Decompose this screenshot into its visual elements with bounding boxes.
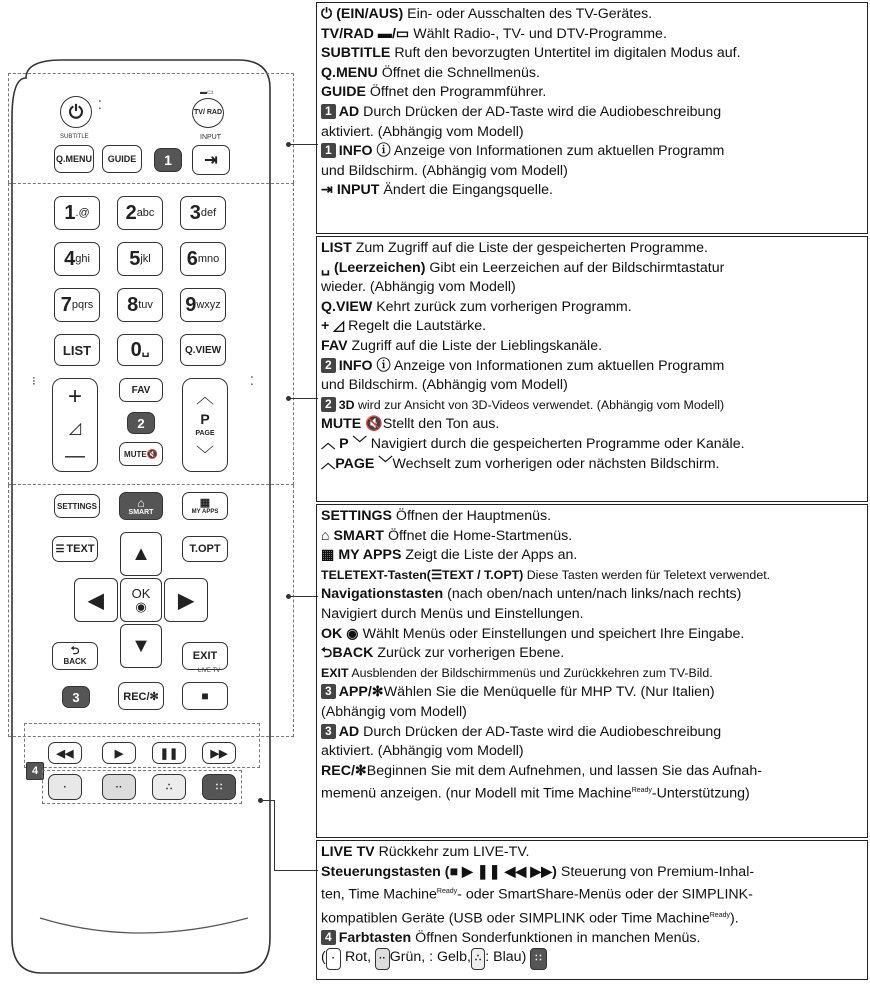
mute-icon: 🔇 xyxy=(365,416,383,433)
text-label: TEXT xyxy=(66,543,95,555)
connector-1 xyxy=(288,144,318,145)
fastforward-button[interactable] xyxy=(202,742,236,764)
apps-grid-icon: ▦ xyxy=(199,496,211,509)
section-1-box xyxy=(8,73,294,183)
yellow-key-icon: ∴ xyxy=(471,948,485,970)
program-rocker[interactable] xyxy=(182,378,228,472)
myapps-button[interactable] xyxy=(182,492,228,520)
ok-label: OK xyxy=(131,585,151,601)
qview-label: Q.VIEW xyxy=(184,344,222,356)
key-6[interactable] xyxy=(180,242,226,276)
panel1-line-9: und Bildschirm. (Abhängig vom Modell) xyxy=(321,162,568,179)
remote-control xyxy=(2,58,274,978)
apps-grid-icon: ▦ xyxy=(321,547,335,564)
chevron-up-icon: ︿ xyxy=(321,435,336,452)
panel1-line-8: 1 INFO ⓘ Anzeige von Informationen zum aktuellen Programm xyxy=(321,142,863,162)
livetv-button[interactable] xyxy=(182,682,228,710)
panel2-line-2: ␣ (Leerzeichen) Gibt ein Leerzeichen auf der Bildschirmtastatur xyxy=(321,259,863,279)
page-label: PAGE xyxy=(195,430,215,437)
arrow-left-icon: ◀ xyxy=(88,589,104,612)
blue-key-icon: ∷ xyxy=(530,948,546,970)
green-key-dot-icon: ·· xyxy=(115,781,123,793)
panel2-line-8: und Bildschirm. (Abhängig vom Modell) xyxy=(321,377,568,394)
key-7[interactable] xyxy=(54,288,100,322)
vol-dots: ⁝ xyxy=(32,374,36,388)
connector-4-horizontal xyxy=(274,870,318,871)
panel3-line-9: EXIT Ausblenden der Bildschirmmenüs und Zurückkehren zum TV-Bild. xyxy=(321,665,713,680)
key-3[interactable] xyxy=(180,196,226,230)
connector-dot-3 xyxy=(286,594,291,599)
exit-label: EXIT xyxy=(192,650,218,662)
panel4-line-3: ten, Time Machine$^{Ready}$- oder SmartShare-Menüs oder der SIMPLINK- xyxy=(321,886,753,903)
chevron-down-icon: ﹀ xyxy=(352,435,367,452)
topt-button[interactable] xyxy=(182,536,228,562)
play-icon: ▶ xyxy=(114,747,124,760)
tvrad-button[interactable] xyxy=(192,98,224,128)
arrow-up-icon: ▲ xyxy=(131,542,151,565)
teletext-icon: ☰ xyxy=(55,543,65,555)
panel2-line-12: ︿PAGE ﹀Wechselt zum vorherigen oder nächsten Bildschirm. xyxy=(321,455,863,475)
vol-down-label: — xyxy=(65,444,85,467)
connector-2 xyxy=(288,398,318,399)
chevron-down-icon: ﹀ xyxy=(196,445,214,465)
red-key-icon: · xyxy=(326,948,341,970)
pause-button[interactable] xyxy=(152,742,186,764)
panel3-line-14: REC/✻Beginnen Sie mit dem Aufnehmen, und lassen Sie das Aufnah- xyxy=(321,762,762,779)
red-key-dot-icon: · xyxy=(63,781,67,793)
smart-button[interactable] xyxy=(119,492,163,520)
key-4-num: 4 xyxy=(64,247,76,270)
back-arrow-icon: ⮌ xyxy=(70,645,80,657)
panel-section-4 xyxy=(316,840,868,980)
panel2-line-10: MUTE 🔇Stellt den Ton aus. xyxy=(321,415,863,435)
key-7-sub: pqrs xyxy=(71,299,94,311)
panel2-line-6: FAV Zugriff auf die Liste der Lieblingskanäle. xyxy=(321,337,603,354)
color-keys-box xyxy=(42,770,242,804)
panel2-line-7: 2 INFO ⓘ Anzeige von Informationen zum aktuellen Programm xyxy=(321,357,863,377)
text-button[interactable] xyxy=(52,536,98,562)
panel3-line-1: SETTINGS Öffnen der Hauptmenüs. xyxy=(321,508,552,524)
ok-button[interactable] xyxy=(120,578,162,622)
key-1-sub: .@ xyxy=(75,207,90,219)
settings-button[interactable] xyxy=(54,494,100,518)
num-1-button[interactable] xyxy=(154,148,182,172)
connector-dot-1 xyxy=(286,142,291,147)
panel3-line-4: TELETEXT-Tasten(☰TEXT / T.OPT) Diese Tasten werden für Teletext verwendet. xyxy=(321,566,863,586)
prog-dots: ⁚ xyxy=(250,374,254,388)
connector-dot-4 xyxy=(258,798,263,803)
input-icon: ⇥ xyxy=(321,182,333,199)
nav-down-button[interactable] xyxy=(120,624,162,668)
power-icon: ⏻ xyxy=(321,6,333,22)
rec-label: REC/✻ xyxy=(123,690,159,703)
list-label: LIST xyxy=(62,342,92,358)
topt-label: T.OPT xyxy=(189,543,221,555)
volume-rocker[interactable] xyxy=(52,378,98,472)
green-key-icon: ·· xyxy=(375,948,390,970)
key-6-sub: mno xyxy=(197,253,220,265)
key-4-sub: ghi xyxy=(75,253,90,265)
panel2-line-9: 2 3D wird zur Ansicht von 3D-Videos verwendet. (Abhängig vom Modell) xyxy=(321,396,863,416)
nav-right-button[interactable] xyxy=(164,578,208,622)
key-2-num: 2 xyxy=(125,201,137,224)
volume-plus-icon: + ◿ xyxy=(321,318,345,335)
smart-label: SMART xyxy=(128,508,154,516)
num-2-label: 2 xyxy=(137,415,145,431)
panel3-line-6: Navigiert durch Menüs und Einstellungen. xyxy=(321,605,584,622)
panel-section-1 xyxy=(316,2,868,234)
panel2-line-3: wieder. (Abhängig vom Modell) xyxy=(321,279,516,296)
panel3-line-15: memenü anzeigen. (nur Modell mit Time Machine$^{Ready}$-Unterstützung) xyxy=(321,786,750,803)
key-8[interactable] xyxy=(117,288,163,322)
key-0[interactable] xyxy=(117,334,163,366)
back-label: BACK xyxy=(63,657,87,666)
panel4-line-1: LIVE TV Rückkehr zum LIVE-TV. xyxy=(321,844,530,860)
fav-label: FAV xyxy=(131,384,151,396)
arrow-right-icon: ▶ xyxy=(178,589,194,612)
stop-icon: ■ xyxy=(201,689,209,703)
back-button[interactable] xyxy=(52,642,98,670)
panel3-line-13: aktiviert. (Abhängig vom Modell) xyxy=(321,743,524,760)
key-5[interactable] xyxy=(117,242,163,276)
p-label: P xyxy=(200,411,210,427)
key-1-num: 1 xyxy=(64,201,76,224)
nav-left-button[interactable] xyxy=(74,578,118,622)
panel2-line-4: Q.VIEW Kehrt zurück zum vorherigen Programm. xyxy=(321,298,632,315)
panel1-line-3: SUBTITLE Ruft den bevorzugten Untertitel im digitalen Modus auf. xyxy=(321,45,741,62)
guide-button[interactable] xyxy=(102,145,142,173)
key-5-num: 5 xyxy=(129,247,141,270)
input-button[interactable] xyxy=(192,145,230,175)
panel4-line-2: Steuerungstasten (■ ▶ ❚❚ ◀◀ ▶▶) Steuerung von Premium-Inhal- xyxy=(321,863,863,883)
panel1-line-1: ⏻ (EIN/AUS) Ein- oder Ausschalten des TV-Gerätes. xyxy=(321,5,863,25)
panel-section-2 xyxy=(316,236,868,502)
settings-label: SETTINGS xyxy=(56,501,97,511)
panel3-line-10: 3 APP/✻Wählen Sie die Menüquelle für MHP TV. (Nur Italien) xyxy=(321,683,863,703)
key-8-sub: tuv xyxy=(138,299,153,311)
playback-controls-icon: (■ ▶ ❚❚ ◀◀ ▶▶) xyxy=(444,863,557,880)
connector-3 xyxy=(288,596,318,597)
num-2-button[interactable] xyxy=(127,412,155,434)
panel1-line-10: ⇥ INPUT Ändert die Eingangsquelle. xyxy=(321,181,863,201)
subtitle-caption: SUBTITLE xyxy=(60,134,89,140)
mute-label: MUTE xyxy=(124,449,147,459)
pause-icon: ❚❚ xyxy=(159,747,179,760)
chevron-up-icon: ︿ xyxy=(196,387,214,407)
livetv-caption: LIVE TV xyxy=(198,668,221,674)
back-arrow-icon: ⮌ xyxy=(321,645,333,662)
space-icon: ␣ xyxy=(321,259,331,276)
guide-label: GUIDE xyxy=(107,154,137,164)
key-2[interactable] xyxy=(117,196,163,230)
arrow-down-icon: ▼ xyxy=(131,634,151,657)
key-4[interactable] xyxy=(54,242,100,276)
panel2-line-5: + ◿ Regelt die Lautstärke. xyxy=(321,317,863,337)
num-3-label: 3 xyxy=(72,689,80,705)
panel1-line-6: 1 AD Durch Drücken der AD-Taste wird die Audiobeschreibung xyxy=(321,103,863,123)
teletext-icon: ☰ xyxy=(430,567,443,582)
key-8-num: 8 xyxy=(127,293,139,316)
qmenu-label: Q.MENU xyxy=(56,154,92,164)
panel1-line-7: aktiviert. (Abhängig vom Modell) xyxy=(321,123,524,140)
tv-radio-icon: ▬/▭ xyxy=(377,25,410,42)
key-0-num: 0 xyxy=(130,338,142,361)
input-icon: ⇥ xyxy=(204,152,218,169)
info-icon: ⓘ xyxy=(376,143,391,160)
exit-button[interactable] xyxy=(182,642,228,670)
panel3-line-2: ⌂ SMART Öffnet die Home-Startmenüs. xyxy=(321,527,863,547)
chevron-up-icon: ︿ xyxy=(321,455,336,472)
home-icon: ⌂ xyxy=(137,495,145,510)
panel3-line-8: ⮌BACK Zurück zur vorherigen Ebene. xyxy=(321,644,863,664)
key-1[interactable] xyxy=(54,196,100,230)
tvrad-label: TV/ RAD xyxy=(194,109,222,116)
rewind-button[interactable] xyxy=(48,742,82,764)
mute-icon: 🔇 xyxy=(146,448,158,459)
panel-section-3 xyxy=(316,504,868,838)
connector-dot-2 xyxy=(286,396,291,401)
key-9[interactable] xyxy=(180,288,226,322)
key-5-sub: jkl xyxy=(140,253,151,265)
panel3-line-7: OK ◉ Wählt Menüs oder Einstellungen und speichert Ihre Eingabe. xyxy=(321,625,863,645)
mute-button[interactable] xyxy=(119,442,163,466)
yellow-key-dot-icon: ∴ xyxy=(165,781,173,793)
key-9-num: 9 xyxy=(185,293,197,316)
list-button[interactable] xyxy=(54,334,100,366)
space-icon: ␣ xyxy=(141,343,150,357)
num-4-label: 4 xyxy=(31,765,39,777)
tvrad-icon: ▬▭ xyxy=(200,89,214,96)
qmenu-button[interactable] xyxy=(54,145,94,173)
vol-up-label: + xyxy=(67,382,82,410)
panel1-line-4: Q.MENU Öffnet die Schnellmenüs. xyxy=(321,64,540,81)
power-dots: ⁚ xyxy=(98,98,102,112)
key-9-sub: wxyz xyxy=(196,299,221,311)
panel2-line-1: LIST Zum Zugriff auf die Liste der gespeicherten Programme. xyxy=(321,240,708,256)
home-icon: ⌂ xyxy=(321,527,330,544)
myapps-label: MY APPS xyxy=(191,508,219,515)
fav-button[interactable] xyxy=(119,378,163,402)
ok-circle-icon: ◉ xyxy=(135,598,147,614)
panel1-line-5: GUIDE Öffnet den Programmführer. xyxy=(321,84,547,101)
key-7-num: 7 xyxy=(60,293,72,316)
blue-key-dot-icon: ∷ xyxy=(215,781,223,793)
connector-4-vertical xyxy=(274,800,275,870)
key-2-sub: abc xyxy=(136,207,155,219)
rec-button[interactable] xyxy=(118,682,164,710)
key-3-sub: def xyxy=(200,207,217,219)
num-1-label: 1 xyxy=(164,152,172,168)
panel3-line-12: 3 AD Durch Drücken der AD-Taste wird die Audiobeschreibung xyxy=(321,723,863,743)
panel3-line-3: ▦ MY APPS Zeigt die Liste der Apps an. xyxy=(321,546,863,566)
nav-up-button[interactable] xyxy=(120,532,162,576)
num-3-button[interactable] xyxy=(62,686,90,708)
volume-icon: ◿ xyxy=(68,419,82,437)
key-6-num: 6 xyxy=(186,247,198,270)
fastforward-icon: ▶▶ xyxy=(210,747,228,760)
panel2-line-11: ︿ P ﹀ Navigiert durch die gespeicherten Programme oder Kanäle. xyxy=(321,435,863,455)
panel3-line-11: (Abhängig vom Modell) xyxy=(321,703,467,720)
panel4-line-5: 4 Farbtasten Öffnen Sonderfunktionen in manchen Menüs. xyxy=(321,929,863,949)
info-icon: ⓘ xyxy=(376,357,391,374)
chevron-down-icon: ﹀ xyxy=(378,455,393,472)
play-button[interactable] xyxy=(102,742,136,764)
power-icon: ⏻ xyxy=(68,101,84,122)
panel3-line-5: Navigationstasten (nach oben/nach unten/nach links/nach rechts) xyxy=(321,586,742,603)
panel4-line-4: kompatiblen Geräte (USB oder SIMPLINK oder Time Machine$^{Ready}$). xyxy=(321,910,739,927)
qview-button[interactable] xyxy=(180,334,226,366)
power-button[interactable] xyxy=(60,96,92,128)
ok-circle-icon: ◉ xyxy=(346,625,359,642)
panel1-line-2: TV/RAD ▬/▭ Wählt Radio-, TV- und DTV-Programme. xyxy=(321,25,863,45)
input-caption: INPUT xyxy=(200,134,221,141)
rewind-icon: ◀◀ xyxy=(56,747,74,760)
key-3-num: 3 xyxy=(189,201,201,224)
panel4-line-6: ( · Rot, ·· Grün, : Gelb, ∴ : Blau) ∷ xyxy=(321,948,863,970)
